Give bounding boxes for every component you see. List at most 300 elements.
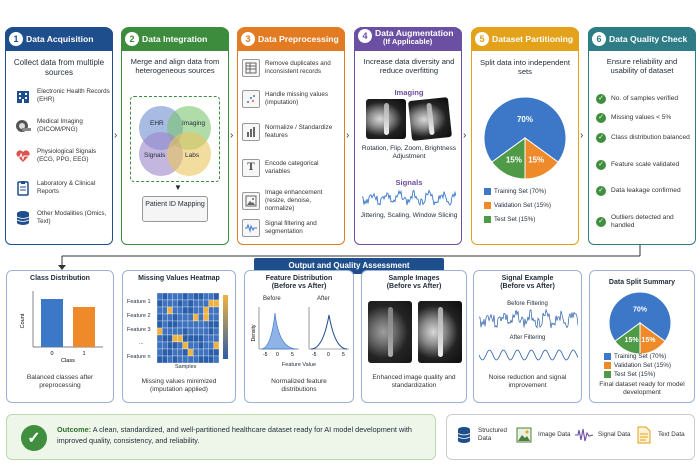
heatmap-cell (214, 321, 219, 328)
pie-label: 70% (516, 115, 534, 125)
panel-caption: Final dataset ready for model development (599, 381, 685, 397)
panel-title-group (474, 275, 581, 292)
y-axis-label: Density (251, 324, 257, 342)
legend-label: Test Set (15%) (494, 216, 536, 223)
panel-subtitle: (Before vs After) (271, 283, 327, 291)
heatmap-cell (209, 321, 214, 328)
flow-arrow: › (463, 130, 467, 141)
heatmap-cell (193, 300, 198, 307)
hospital-icon (14, 87, 32, 105)
heatmap-cell (188, 356, 193, 363)
source-item (14, 117, 110, 135)
heatmap-cell (167, 335, 172, 342)
heatmap-cell (183, 356, 188, 363)
heatmap-cell (204, 307, 209, 314)
legend-item (575, 426, 631, 444)
heatmap-cell (214, 328, 219, 335)
step-title: Data Integration (142, 34, 208, 44)
heatmap-cell (167, 300, 172, 307)
heatmap-cell (198, 314, 203, 321)
after-label: After (317, 296, 330, 302)
patient-id-mapping: Patient ID Mapping (142, 196, 208, 222)
pie-label: 70% (632, 306, 648, 314)
x-axis-label: Class (61, 358, 75, 363)
colorbar (223, 295, 228, 359)
heatmap-cell (162, 321, 167, 328)
legend-test (484, 216, 535, 223)
heatmap-cell (214, 307, 219, 314)
heatmap-cell (198, 293, 203, 300)
step-subtitle: Collect data from multiple sources (13, 58, 105, 77)
step-1-header (5, 27, 113, 51)
tick: -5 (312, 352, 317, 358)
heatmap-cell (162, 314, 167, 321)
heatmap-cell (204, 300, 209, 307)
panel-title: Missing Values Heatmap (138, 275, 220, 282)
heatmap-cell (162, 293, 167, 300)
heatmap-cell (167, 307, 172, 314)
before-filter-label: Before Filtering (507, 301, 548, 307)
check-label: Data leakage confirmed (611, 186, 681, 194)
pie-label: 15% (505, 155, 522, 165)
legend-item (635, 426, 691, 444)
row-label: Feature 2 (127, 313, 151, 319)
partition-pie-chart (483, 96, 567, 180)
heatmap-cell (193, 328, 198, 335)
step-title: Data Augmentation (375, 28, 454, 38)
heatmap-cell (157, 342, 162, 349)
panel-title: Data Split Summary (608, 279, 676, 286)
heatmap-cell (198, 300, 203, 307)
heatmap-cell (204, 356, 209, 363)
step-title: Data Acquisition (26, 34, 94, 44)
panel-caption: Enhanced image quality and standardization (372, 374, 456, 390)
check-icon: ✓ (596, 217, 606, 227)
preprocess-item (242, 90, 342, 108)
heatmap-cell (167, 342, 172, 349)
item-label: Signal filtering and segmentation (265, 220, 317, 235)
heatmap-cell (193, 321, 198, 328)
step-subtitle: Increase data diversity and reduce overfitting (363, 57, 455, 76)
heatmap-cell (209, 342, 214, 349)
heatmap-cell (188, 321, 193, 328)
item-label: Image enhancement (resize, denoise, normalize) (265, 189, 323, 212)
check-label: Missing values < 5% (611, 113, 672, 121)
heatmap-cell (209, 356, 214, 363)
panel-caption: Normalized feature distributions (271, 378, 327, 394)
item-label: Other Modalities (Omics, Text) (37, 210, 107, 225)
flow-arrow: › (346, 130, 350, 141)
item-label: Laboratory & Clinical Reports (37, 180, 96, 195)
heatmap-cell (178, 356, 183, 363)
tick: -5 (263, 352, 268, 358)
bar-class-1 (73, 307, 95, 347)
heatmap-cell (183, 321, 188, 328)
scatter-icon (242, 90, 260, 108)
x-axis-label: Feature Value (281, 362, 317, 368)
heatmap-cell (198, 349, 203, 356)
heatmap-cell (162, 335, 167, 342)
noisy-signal (479, 309, 578, 329)
step-number: 6 (592, 32, 606, 46)
legend-label: Image Data (538, 431, 571, 439)
heatmap-cell (204, 335, 209, 342)
legend-train (484, 188, 546, 195)
document-icon (635, 426, 653, 444)
heatmap-cell (204, 342, 209, 349)
database-icon (14, 209, 32, 227)
database-icon (455, 426, 473, 444)
heatmap-cell (214, 356, 219, 363)
heatmap-cell (157, 300, 162, 307)
outcome-label: Outcome: (57, 425, 92, 434)
step-title: Data Quality Check (609, 34, 688, 44)
heatmap-cell (188, 300, 193, 307)
item-label: Physiological Signals (ECG, PPG, EEG) (37, 148, 97, 163)
output-banner: Output and Quality Assessment (254, 258, 444, 274)
heatmap-cell (178, 300, 183, 307)
clipboard-icon (14, 179, 32, 197)
heatmap-cell (204, 293, 209, 300)
heatmap-cell (178, 307, 183, 314)
step-number: 5 (475, 32, 489, 46)
check-icon: ✓ (596, 113, 606, 123)
heatmap-cell (198, 335, 203, 342)
heatmap-cell (204, 349, 209, 356)
heatmap-cell (157, 356, 162, 363)
heatmap-cell (209, 335, 214, 342)
heatmap-cell (188, 293, 193, 300)
item-label: Remove duplicates and inconsistent records (265, 60, 331, 75)
filtered-signal (479, 345, 578, 365)
heatmap-cell (167, 328, 172, 335)
panel-title-group (245, 275, 353, 292)
xray-image-augmented (408, 97, 452, 141)
heatmap-cell (183, 349, 188, 356)
venn-label-imaging: Imaging (182, 120, 206, 127)
panel-title: Sample Images (388, 275, 440, 282)
bar-chart-icon (242, 123, 260, 141)
heatmap-cell (167, 293, 172, 300)
item-label: Normalize / Standardize features (265, 124, 333, 139)
legend-val (604, 362, 671, 369)
legend-label: Validation Set (15%) (494, 202, 551, 209)
row-label: ... (139, 340, 144, 346)
heatmap-cell (209, 328, 214, 335)
heatmap-cell (157, 321, 162, 328)
before-label: Before (263, 296, 281, 302)
heatmap-cell (188, 307, 193, 314)
quality-check-item (596, 113, 692, 123)
image-icon (242, 192, 260, 210)
heatmap-cell (162, 349, 167, 356)
heatmap-cell (173, 314, 178, 321)
pie-label: 15% (624, 336, 639, 344)
source-item (14, 209, 110, 227)
heatmap-cell (167, 321, 172, 328)
step-5-header (471, 27, 579, 51)
venn-diagram (131, 96, 219, 184)
heatmap-cell (209, 349, 214, 356)
split-summary-pie-chart (608, 291, 672, 355)
heatmap-cell (214, 293, 219, 300)
heatmap-cell (193, 293, 198, 300)
heatmap-cell (209, 307, 214, 314)
heatmap-cell (178, 314, 183, 321)
density-plots (249, 303, 353, 361)
legend-val (484, 202, 551, 209)
legend-item (515, 426, 571, 444)
outcome-text-block (57, 425, 429, 446)
heatmap-cell (173, 307, 178, 314)
tick: 0 (276, 352, 279, 358)
legend-label: Validation Set (15%) (614, 362, 671, 369)
step-number: 4 (358, 29, 372, 43)
quality-check-item (596, 160, 692, 170)
panel-title: Class Distribution (30, 275, 90, 282)
heatmap-cell (209, 293, 214, 300)
heatmap-cell (193, 342, 198, 349)
text-t-icon: T (242, 159, 260, 177)
heatmap-cell (183, 314, 188, 321)
check-icon: ✓ (596, 160, 606, 170)
heatmap-cell (173, 293, 178, 300)
pie-label: 15% (641, 336, 656, 344)
panel-subtitle: (Before vs After) (386, 283, 442, 291)
step-title-group (375, 29, 453, 46)
heatmap-cell (183, 307, 188, 314)
x-axis-label: Samples (175, 364, 197, 370)
heatmap-cell (214, 300, 219, 307)
legend-label: Test Set (15%) (614, 371, 656, 378)
imaging-caption: Rotation, Flip, Zoom, Brightness Adjustment (361, 145, 457, 161)
table-icon (242, 59, 260, 77)
heatmap-cell (178, 335, 183, 342)
heatmap-cell (173, 356, 178, 363)
panel-title-group (362, 275, 466, 292)
tick-1: 1 (82, 351, 86, 357)
heatmap-cell (193, 356, 198, 363)
heatmap-cell (209, 300, 214, 307)
heatmap-cell (173, 321, 178, 328)
source-item (14, 179, 110, 197)
heatmap-cell (157, 349, 162, 356)
class-distribution-panel (6, 270, 114, 403)
row-label: Feature 3 (127, 327, 151, 333)
check-label: Class distribution balanced (611, 133, 690, 141)
step-3-header (237, 27, 345, 51)
flow-arrow: › (114, 130, 118, 141)
missing-values-panel (122, 270, 236, 403)
heatmap-cell (198, 356, 203, 363)
image-icon (515, 426, 533, 444)
after-filter-label: After Filtering (509, 335, 546, 341)
step-6-header (588, 27, 696, 51)
sample-image-after (418, 301, 462, 363)
heatmap-cell (209, 314, 214, 321)
item-label: Medical Imaging (DICOM/PNG) (37, 118, 83, 133)
heatmap-cell (204, 314, 209, 321)
heatmap-cell (178, 293, 183, 300)
tick-0: 0 (50, 351, 54, 357)
heatmap-cell (183, 293, 188, 300)
waveform-icon (242, 219, 260, 237)
step-title: Dataset Partitioning (492, 34, 574, 44)
before-density (261, 313, 297, 349)
heatmap-cell (157, 293, 162, 300)
step-4-header (354, 27, 462, 51)
data-split-summary-panel (589, 270, 695, 403)
heatmap-cell (193, 349, 198, 356)
quality-check-item (596, 186, 692, 196)
legend-train (604, 353, 666, 360)
row-label: Feature n (127, 354, 151, 360)
venn-label-ehr: EHR (150, 120, 164, 127)
heatmap-cell (183, 300, 188, 307)
down-arrow: ▼ (174, 183, 182, 192)
waveform-icon (575, 426, 593, 444)
check-label: No. of samples verified (611, 94, 679, 102)
source-item (14, 147, 110, 165)
heatmap-cell (188, 342, 193, 349)
heatmap-cell (193, 307, 198, 314)
heatmap-cell (167, 356, 172, 363)
outcome-text: A clean, standardized, and well-partitioned healthcare dataset ready for AI model development with improved quality, consistency, and reliability. (57, 425, 412, 445)
heatmap-cell (214, 314, 219, 321)
legend-label: Training Set (70%) (614, 353, 667, 360)
heatmap-cell (183, 328, 188, 335)
step-number: 1 (9, 32, 23, 46)
sample-image-before (368, 301, 412, 363)
heatmap-cell (173, 300, 178, 307)
check-label: Outliers detected and handled (611, 214, 674, 230)
data-type-legend (446, 414, 695, 460)
heatmap-cell (162, 356, 167, 363)
panel-title: Signal Example (501, 275, 554, 282)
xray-image-original (366, 99, 406, 139)
heatmap-cell (173, 342, 178, 349)
heatmap-cell (173, 335, 178, 342)
panel-caption: Missing values minimized (imputation applied) (141, 378, 217, 394)
pie-label: 15% (528, 155, 545, 165)
heatmap-cell (167, 314, 172, 321)
step-title: Data Preprocessing (258, 34, 339, 44)
legend-test (604, 371, 655, 378)
heatmap-cell (188, 328, 193, 335)
heatmap-cell (204, 328, 209, 335)
heatmap-cell (193, 314, 198, 321)
heatmap-cell (162, 328, 167, 335)
legend-label: Structured Data (478, 427, 508, 442)
heatmap-cell (157, 314, 162, 321)
signals-caption: Jittering, Scaling, Window Slicing (360, 212, 458, 219)
heatmap-cell (198, 328, 203, 335)
check-icon: ✓ (21, 425, 47, 451)
outcome-box (6, 414, 436, 460)
class-bar-chart (15, 285, 107, 363)
preprocess-item (242, 123, 342, 141)
source-item (14, 87, 110, 105)
heatmap-cell (214, 349, 219, 356)
heatmap-cell (167, 349, 172, 356)
step-title-note: (If Applicable) (383, 37, 433, 47)
tick: 0 (327, 352, 330, 358)
sample-images-panel (361, 270, 467, 403)
heatmap-cell (214, 335, 219, 342)
item-label: Electronic Health Records (EHR) (37, 88, 110, 103)
check-icon: ✓ (596, 186, 606, 196)
row-label: Feature 1 (127, 299, 151, 305)
panel-subtitle: (Before vs After) (500, 283, 555, 291)
heatmap-cell (178, 321, 183, 328)
heatmap-cell (157, 307, 162, 314)
mri-scanner-icon (14, 117, 32, 135)
flow-arrow: › (230, 130, 234, 141)
preprocess-item (242, 159, 342, 177)
feature-distribution-panel (244, 270, 354, 403)
heatmap-cell (162, 342, 167, 349)
heatmap-cell (188, 314, 193, 321)
flow-arrow: › (580, 130, 584, 141)
legend-item (455, 426, 511, 444)
missing-values-heatmap (157, 293, 219, 363)
panel-caption: Noise reduction and signal improvement (488, 374, 567, 390)
heatmap-cell (198, 307, 203, 314)
preprocess-item (242, 59, 342, 77)
step-2-header (121, 27, 229, 51)
heatmap-cell (157, 335, 162, 342)
step-subtitle: Ensure reliability and usability of dataset (606, 57, 678, 76)
signals-heading: Signals (395, 178, 423, 187)
legend-label: Training Set (70%) (494, 188, 547, 195)
preprocess-item (242, 219, 342, 237)
venn-label-labs: Labs (185, 152, 200, 159)
heatmap-cell (188, 349, 193, 356)
signal-example-panel (473, 270, 582, 403)
heatmap-cell (214, 342, 219, 349)
after-density (311, 315, 347, 349)
step-subtitle: Merge and align data from heterogeneous sources (130, 57, 220, 76)
venn-label-signals: Signals (144, 152, 166, 159)
check-icon: ✓ (596, 94, 606, 104)
heatmap-cell (173, 328, 178, 335)
heatmap-cell (188, 335, 193, 342)
panel-caption: Balanced classes after preprocessing (26, 374, 94, 390)
panel-title: Feature Distribution (265, 275, 333, 282)
item-label: Encode categorical variables (265, 160, 319, 175)
heatmap-cell (157, 328, 162, 335)
heatmap-cell (162, 307, 167, 314)
heatmap-cell (173, 349, 178, 356)
bar-class-0 (41, 299, 63, 347)
item-label: Handle missing values (imputation) (265, 91, 328, 106)
heatmap-cell (183, 335, 188, 342)
augmented-signal-waveform (362, 189, 456, 207)
heatmap-cell (198, 321, 203, 328)
step-number: 2 (125, 32, 139, 46)
quality-check-item (596, 94, 692, 104)
step-number: 3 (241, 32, 255, 46)
tick: 5 (291, 352, 294, 358)
tick: 5 (342, 352, 345, 358)
preprocess-item (242, 189, 342, 213)
heatmap-cell (178, 328, 183, 335)
quality-check-item (596, 214, 692, 230)
y-axis-label: Count (20, 313, 26, 329)
heatmap-cell (178, 342, 183, 349)
imaging-heading: Imaging (394, 88, 424, 97)
heatmap-cell (162, 300, 167, 307)
